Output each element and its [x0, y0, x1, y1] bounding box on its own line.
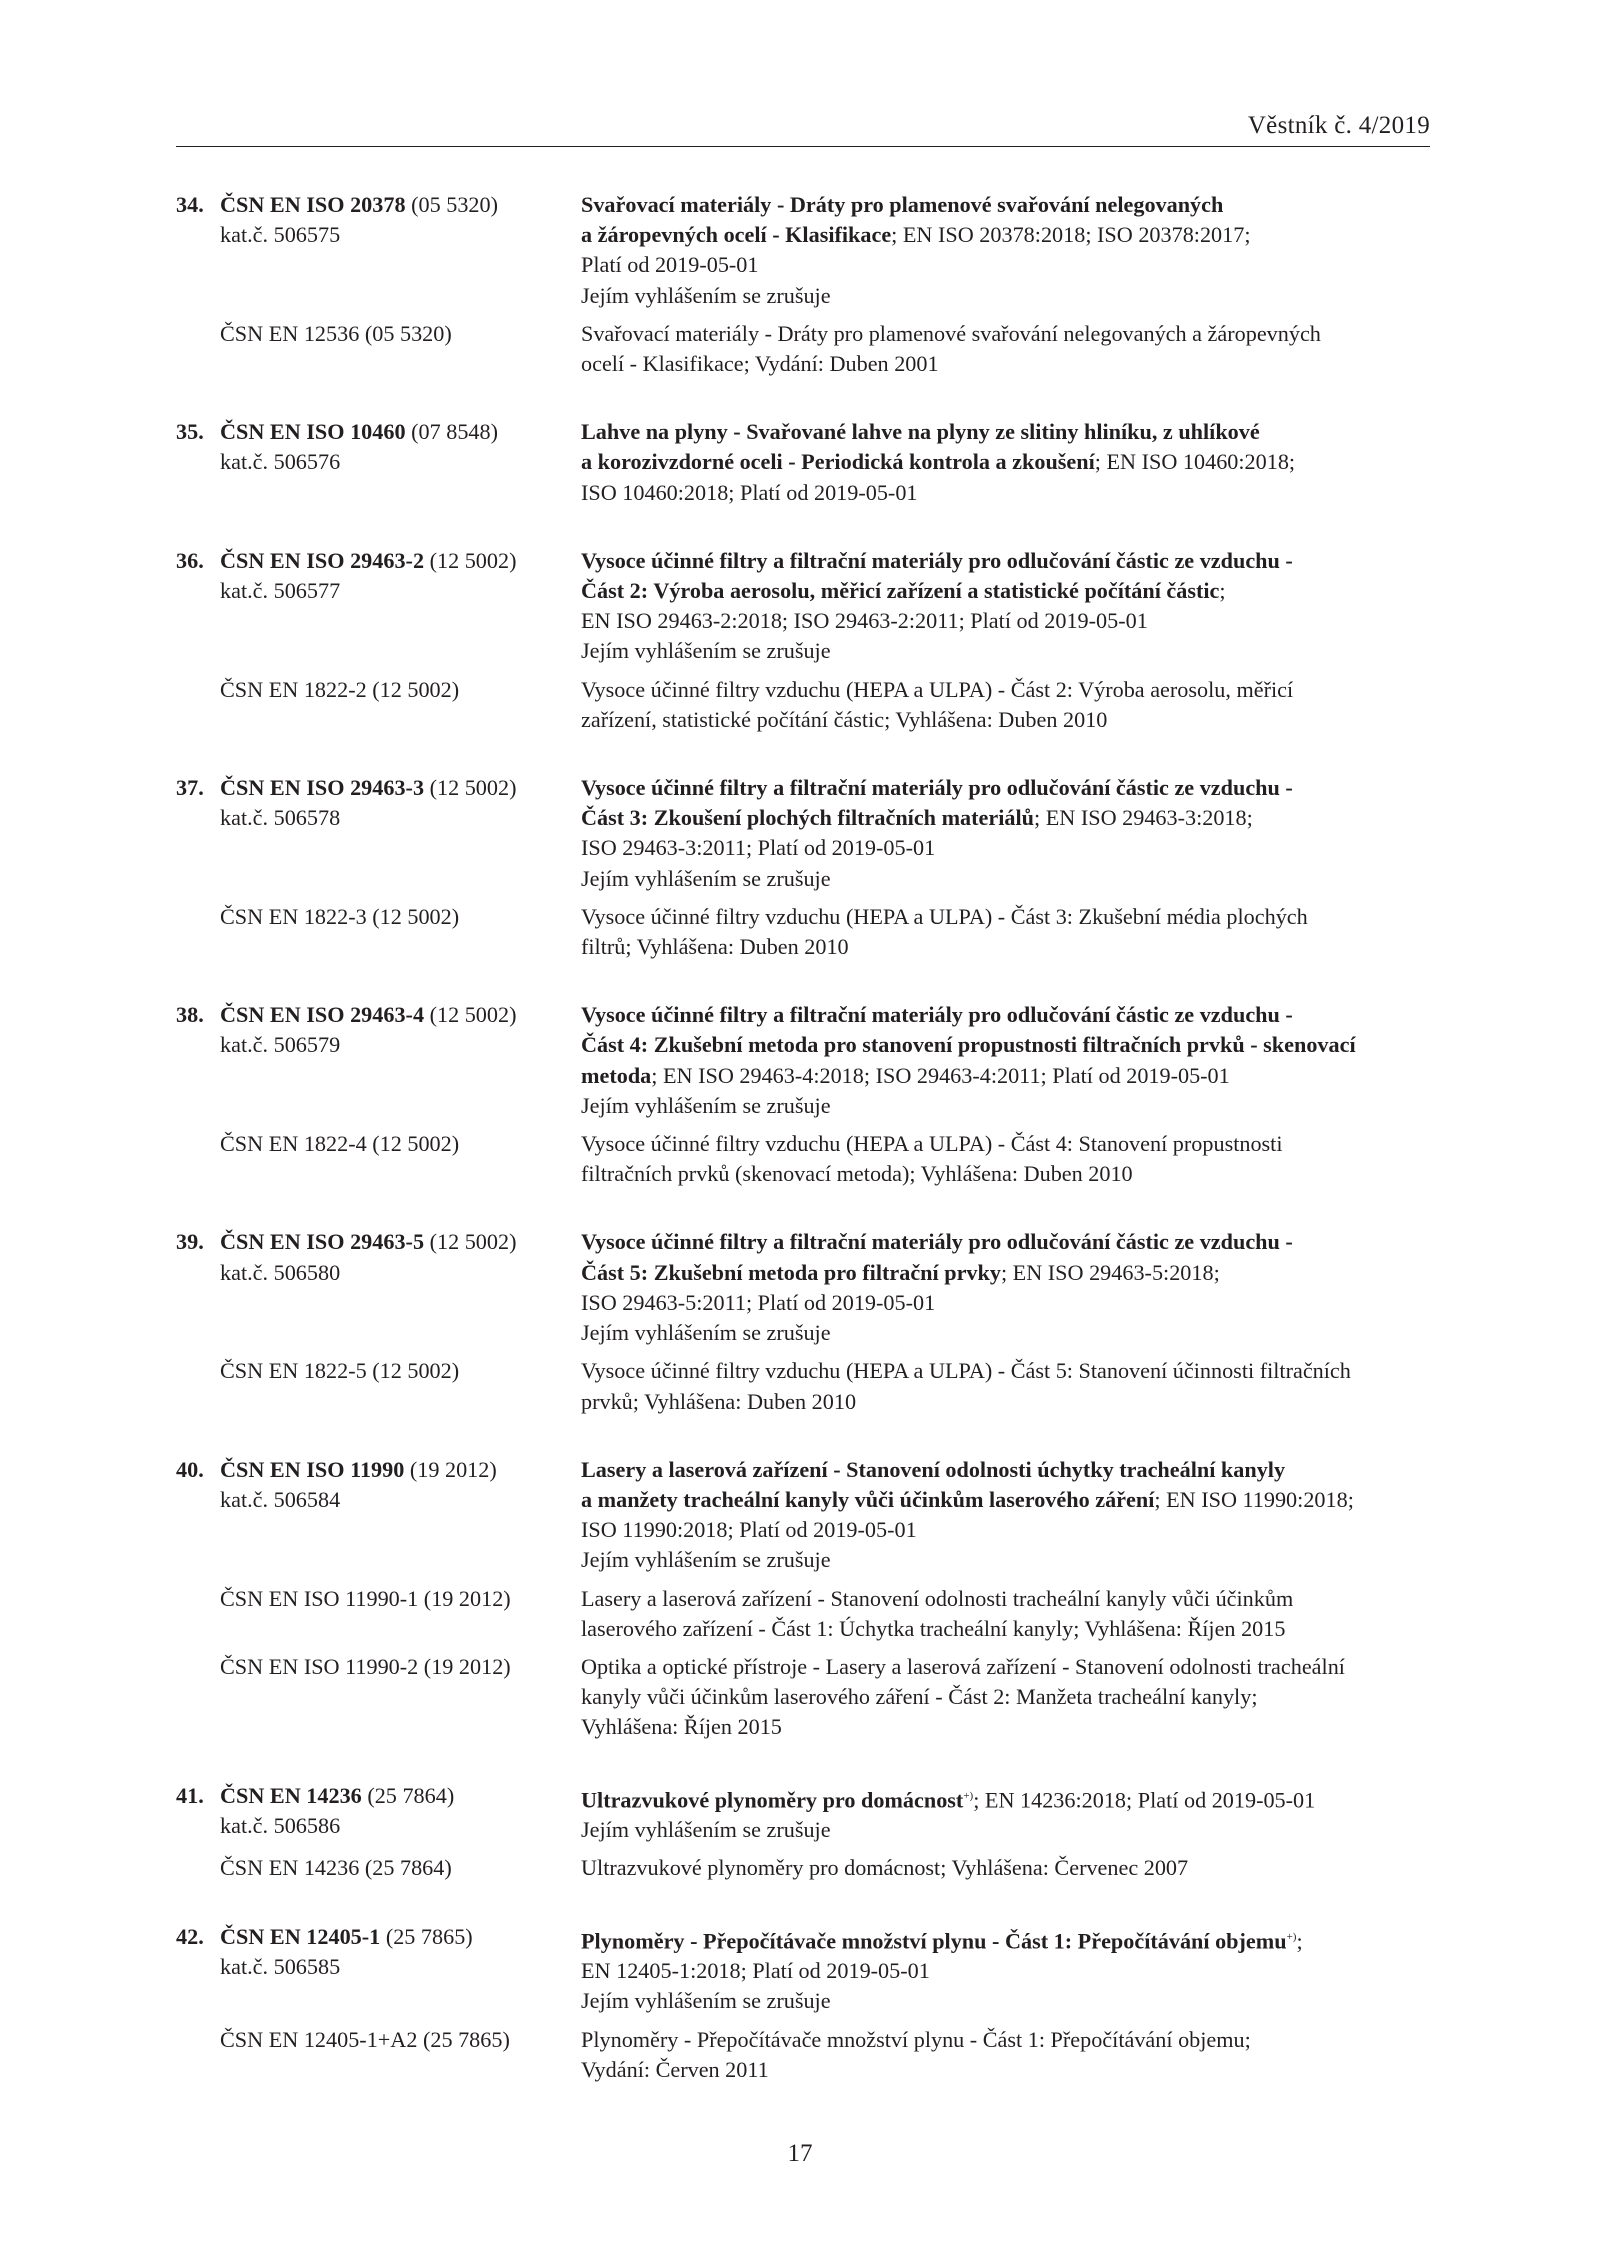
- title-line: [581, 1061, 1436, 1091]
- standard-entry: [176, 1922, 1436, 2085]
- replaced-standard-line: Ultrazvukové plynoměry pro domácnost; Vyhlášena: Červenec 2007: [581, 1855, 1189, 1881]
- catalog-number: kat.č. 506576: [220, 449, 341, 475]
- replaced-standard-row: [176, 319, 1436, 379]
- title-line: [581, 576, 1436, 606]
- standard-title-text: Část 3: Zkoušení plochých filtračních materiálů: [581, 805, 1034, 831]
- validity-line: ISO 11990:2018; Platí od 2019-05-01: [581, 1517, 917, 1543]
- replaced-standard-line: kanyly vůči účinkům laserového záření - Část 2: Manžeta tracheální kanyly;: [581, 1684, 1258, 1710]
- standard-id-line: [176, 1922, 581, 1952]
- replaced-standard-code: ČSN EN 1822-3 (12 5002): [220, 903, 460, 929]
- title-line: [581, 773, 1436, 803]
- standard-code: ČSN EN ISO 29463-2: [220, 547, 425, 573]
- replaced-standard-line: Vysoce účinné filtry vzduchu (HEPA a ULPA) - Část 2: Výroba aerosolu, měřicí: [581, 676, 1294, 702]
- standard-id-block: [176, 417, 581, 508]
- replaced-standard-id: [176, 319, 581, 379]
- entry-number: 42.: [176, 1923, 204, 1949]
- replaced-standard-row: [176, 2025, 1436, 2085]
- standard-description: [581, 417, 1436, 508]
- replaced-standard-row: [176, 1356, 1436, 1416]
- catalog-number: kat.č. 506578: [220, 805, 341, 831]
- standards-list: [176, 190, 1436, 2123]
- replaced-standard-description: [581, 675, 1436, 735]
- standard-code: ČSN EN ISO 11990: [220, 1456, 405, 1482]
- title-line: [581, 190, 1436, 220]
- replaced-standard-line: Vysoce účinné filtry vzduchu (HEPA a ULPA) - Část 4: Stanovení propustnosti: [581, 1131, 1283, 1157]
- replaced-standard-line: Vysoce účinné filtry vzduchu (HEPA a ULPA) - Část 5: Stanovení účinnosti filtračních: [581, 1358, 1351, 1384]
- validity-line: Jejím vyhlášením se zrušuje: [581, 1547, 831, 1573]
- bulletin-title: Věstník č. 4/2019: [1247, 112, 1430, 139]
- catalog-number: kat.č. 506585: [220, 1953, 341, 1979]
- standard-details: ; EN ISO 29463-5:2018;: [1000, 1259, 1220, 1285]
- replaced-standard-id: [176, 1584, 581, 1644]
- standard-id-block: [176, 546, 581, 667]
- catalog-number: kat.č. 506575: [220, 222, 341, 248]
- validity-line: Platí od 2019-05-01: [581, 252, 759, 278]
- replaced-standard-row: [176, 1129, 1436, 1189]
- validity-line: Jejím vyhlášením se zrušuje: [581, 1320, 831, 1346]
- standard-code: ČSN EN ISO 10460: [220, 419, 406, 445]
- entry-number: 35.: [176, 419, 204, 445]
- standard-id-block: [176, 1922, 581, 2017]
- standard-title-text: Část 4: Zkušební metoda pro stanovení propustnosti filtračních prvků - skenovací: [581, 1032, 1356, 1058]
- standard-main-row: [176, 1781, 1436, 1846]
- standard-title-text: Lahve na plyny - Svařované lahve na plyny ze slitiny hliníku, z uhlíkové: [581, 419, 1260, 445]
- page-number: 17: [787, 2140, 813, 2167]
- validity-line: ISO 29463-3:2011; Platí od 2019-05-01: [581, 835, 936, 861]
- standard-description: [581, 1000, 1436, 1121]
- title-line: [581, 1000, 1436, 1030]
- title-line: [581, 447, 1436, 477]
- replaced-standard-id: [176, 675, 581, 735]
- standard-main-row: [176, 190, 1436, 311]
- standard-id-line: [176, 773, 581, 803]
- replaced-standard-description: [581, 1652, 1436, 1743]
- replaced-standard-description: [581, 319, 1436, 379]
- title-line: [581, 1781, 1436, 1816]
- replaced-standard-id: [176, 2025, 581, 2085]
- replaced-standard-line: filtračních prvků (skenovací metoda); Vyhlášena: Duben 2010: [581, 1161, 1133, 1187]
- replaced-standard-id: [176, 902, 581, 962]
- entry-number: 37.: [176, 775, 204, 801]
- standard-title-text: Vysoce účinné filtry a filtrační materiály pro odlučování částic ze vzduchu -: [581, 1002, 1293, 1028]
- standard-details: ; EN ISO 20378:2018; ISO 20378:2017;: [891, 222, 1251, 248]
- validity-line: Jejím vyhlášením se zrušuje: [581, 282, 831, 308]
- standard-title-text: a žáropevných ocelí - Klasifikace: [581, 222, 892, 248]
- standard-id-line: [176, 190, 581, 220]
- replaced-standard-code: ČSN EN 1822-5 (12 5002): [220, 1358, 460, 1384]
- standard-main-row: [176, 546, 1436, 667]
- replaced-standard-description: [581, 902, 1436, 962]
- entry-number: 34.: [176, 192, 204, 217]
- standard-id-block: [176, 1781, 581, 1846]
- standard-title-text: metoda: [581, 1062, 652, 1088]
- standard-main-row: [176, 417, 1436, 508]
- replaced-standard-code: ČSN EN 1822-2 (12 5002): [220, 676, 460, 702]
- catalog-number: kat.č. 506577: [220, 578, 341, 604]
- replaced-standard-line: Vydání: Červen 2011: [581, 2056, 769, 2082]
- standard-details: ;: [1296, 1927, 1303, 1953]
- replaced-standard-line: Optika a optické přístroje - Lasery a laserová zařízení - Stanovení odolnosti tracheální: [581, 1653, 1345, 1679]
- standard-details: ; EN ISO 10460:2018;: [1094, 449, 1296, 475]
- replaced-standard-row: [176, 1584, 1436, 1644]
- standard-code: ČSN EN 14236: [220, 1782, 362, 1808]
- validity-line: EN 12405-1:2018; Platí od 2019-05-01: [581, 1958, 930, 1984]
- title-line: [581, 1258, 1436, 1288]
- classification-code: (12 5002): [424, 1002, 517, 1028]
- standard-title-text: Ultrazvukové plynoměry pro domácnost: [581, 1786, 964, 1812]
- replaced-standard-line: Vyhlášena: Říjen 2015: [581, 1714, 782, 1740]
- replaced-standard-code: ČSN EN 12536 (05 5320): [220, 320, 452, 346]
- replaced-standard-description: [581, 2025, 1436, 2085]
- page-header: [176, 112, 1430, 147]
- standard-details: ; EN 14236:2018; Platí od 2019-05-01: [973, 1786, 1316, 1812]
- replaced-standard-line: zařízení, statistické počítání částic; Vyhlášena: Duben 2010: [581, 706, 1108, 732]
- standard-description: [581, 1227, 1436, 1348]
- replaced-standard-line: Lasery a laserová zařízení - Stanovení odolnosti tracheální kanyly vůči účinkům: [581, 1585, 1294, 1611]
- title-line: [581, 1030, 1436, 1060]
- validity-line: Jejím vyhlášením se zrušuje: [581, 1092, 831, 1118]
- standard-entry: [176, 1000, 1436, 1189]
- replaced-standard-line: Vysoce účinné filtry vzduchu (HEPA a ULPA) - Část 3: Zkušební média plochých: [581, 903, 1308, 929]
- replaced-standard-code: ČSN EN 1822-4 (12 5002): [220, 1131, 460, 1157]
- standard-main-row: [176, 1227, 1436, 1348]
- classification-code: (05 5320): [405, 192, 498, 217]
- validity-line: Jejím vyhlášením se zrušuje: [581, 1988, 831, 2014]
- standard-entry: [176, 546, 1436, 735]
- replaced-standard-line: filtrů; Vyhlášena: Duben 2010: [581, 934, 849, 960]
- classification-code: (12 5002): [424, 1229, 517, 1255]
- standard-entry: [176, 1455, 1436, 1743]
- entry-number: 40.: [176, 1456, 204, 1482]
- standard-description: [581, 1455, 1436, 1576]
- replaced-standard-id: [176, 1652, 581, 1743]
- title-line: [581, 220, 1436, 250]
- footnote-mark: +): [1286, 1930, 1297, 1943]
- standard-id-line: [176, 1227, 581, 1257]
- validity-line: Jejím vyhlášením se zrušuje: [581, 638, 831, 664]
- standard-title-text: a korozivzdorné oceli - Periodická kontrola a zkoušení: [581, 449, 1095, 475]
- replaced-standard-description: [581, 1356, 1436, 1416]
- standard-details: ; EN ISO 11990:2018;: [1154, 1486, 1354, 1512]
- standard-description: [581, 1922, 1436, 2017]
- replaced-standard-row: [176, 675, 1436, 735]
- classification-code: (12 5002): [424, 547, 517, 573]
- replaced-standard-description: [581, 1129, 1436, 1189]
- standard-id-line: [176, 417, 581, 447]
- replaced-standard-id: [176, 1853, 581, 1883]
- standard-title-text: Vysoce účinné filtry a filtrační materiály pro odlučování částic ze vzduchu -: [581, 547, 1293, 573]
- standard-title-text: Část 2: Výroba aerosolu, měřicí zařízení a statistické počítání částic: [581, 578, 1220, 604]
- standard-id-block: [176, 1000, 581, 1121]
- replaced-standard-row: [176, 1652, 1436, 1743]
- title-line: [581, 1455, 1436, 1485]
- standard-description: [581, 1781, 1436, 1846]
- catalog-number: kat.č. 506580: [220, 1259, 341, 1285]
- standard-id-block: [176, 190, 581, 311]
- validity-line: Jejím vyhlášením se zrušuje: [581, 865, 831, 891]
- classification-code: (07 8548): [405, 419, 498, 445]
- replaced-standard-code: ČSN EN 14236 (25 7864): [220, 1855, 452, 1881]
- standard-id-line: [176, 546, 581, 576]
- replaced-standard-row: [176, 1853, 1436, 1883]
- entry-number: 36.: [176, 547, 204, 573]
- standard-title-text: Lasery a laserová zařízení - Stanovení odolnosti úchytky tracheální kanyly: [581, 1456, 1286, 1482]
- standard-description: [581, 190, 1436, 311]
- standard-code: ČSN EN ISO 29463-4: [220, 1002, 425, 1028]
- standard-id-line: [176, 1781, 581, 1811]
- catalog-number: kat.č. 506584: [220, 1486, 341, 1512]
- standard-code: ČSN EN ISO 29463-3: [220, 775, 425, 801]
- standard-entry: [176, 417, 1436, 508]
- standard-entry: [176, 190, 1436, 379]
- replaced-standard-line: Plynoměry - Přepočítávače množství plynu - Část 1: Přepočítávání objemu;: [581, 2026, 1251, 2052]
- replaced-standard-line: prvků; Vyhlášena: Duben 2010: [581, 1388, 857, 1414]
- standard-details: ; EN ISO 29463-4:2018; ISO 29463-4:2011; Platí od 2019-05-01: [651, 1062, 1230, 1088]
- classification-code: (12 5002): [424, 775, 517, 801]
- classification-code: (25 7864): [361, 1782, 455, 1808]
- standard-main-row: [176, 773, 1436, 894]
- standard-id-line: [176, 1455, 581, 1485]
- replaced-standard-line: ocelí - Klasifikace; Vydání: Duben 2001: [581, 351, 939, 377]
- title-line: [581, 803, 1436, 833]
- title-line: [581, 417, 1436, 447]
- title-line: [581, 546, 1436, 576]
- standard-title-text: Vysoce účinné filtry a filtrační materiály pro odlučování částic ze vzduchu -: [581, 1229, 1293, 1255]
- standard-title-text: Část 5: Zkušební metoda pro filtrační prvky: [581, 1259, 1001, 1285]
- standard-id-block: [176, 1455, 581, 1576]
- replaced-standard-description: [581, 1853, 1436, 1883]
- replaced-standard-description: [581, 1584, 1436, 1644]
- replaced-standard-id: [176, 1356, 581, 1416]
- footnote-mark: +): [963, 1789, 974, 1802]
- standard-title-text: Vysoce účinné filtry a filtrační materiály pro odlučování částic ze vzduchu -: [581, 775, 1293, 801]
- classification-code: (19 2012): [404, 1456, 497, 1482]
- entry-number: 38.: [176, 1002, 204, 1028]
- standard-id-block: [176, 1227, 581, 1348]
- replaced-standard-id: [176, 1129, 581, 1189]
- validity-line: Jejím vyhlášením se zrušuje: [581, 1817, 831, 1843]
- standard-title-text: a manžety tracheální kanyly vůči účinkům laserového záření: [581, 1486, 1155, 1512]
- standard-main-row: [176, 1455, 1436, 1576]
- standard-entry: [176, 1227, 1436, 1416]
- standard-code: ČSN EN 12405-1: [220, 1923, 381, 1949]
- entry-number: 41.: [176, 1782, 204, 1808]
- title-line: [581, 1227, 1436, 1257]
- validity-line: ISO 29463-5:2011; Platí od 2019-05-01: [581, 1289, 936, 1315]
- standard-description: [581, 546, 1436, 667]
- catalog-number: kat.č. 506579: [220, 1032, 341, 1058]
- replaced-standard-line: laserového zařízení - Část 1: Úchytka tracheální kanyly; Vyhlášena: Říjen 2015: [581, 1615, 1286, 1641]
- standard-title-text: Svařovací materiály - Dráty pro plamenové svařování nelegovaných: [581, 192, 1224, 217]
- title-line: [581, 1922, 1436, 1957]
- standard-id-line: [176, 1000, 581, 1030]
- standard-description: [581, 773, 1436, 894]
- standard-title-text: Plynoměry - Přepočítávače množství plynu - Část 1: Přepočítávání objemu: [581, 1927, 1287, 1953]
- replaced-standard-code: ČSN EN ISO 11990-1 (19 2012): [220, 1585, 511, 1611]
- standard-details: ;: [1219, 578, 1226, 604]
- entry-number: 39.: [176, 1229, 204, 1255]
- standard-entry: [176, 773, 1436, 962]
- title-line: [581, 1485, 1436, 1515]
- classification-code: (25 7865): [380, 1923, 473, 1949]
- catalog-number: kat.č. 506586: [220, 1812, 341, 1838]
- replaced-standard-row: [176, 902, 1436, 962]
- standard-main-row: [176, 1922, 1436, 2017]
- replaced-standard-code: ČSN EN ISO 11990-2 (19 2012): [220, 1653, 511, 1679]
- standard-details: ; EN ISO 29463-3:2018;: [1034, 805, 1253, 831]
- standard-code: ČSN EN ISO 20378: [220, 192, 406, 217]
- validity-line: ISO 10460:2018; Platí od 2019-05-01: [581, 479, 918, 505]
- standard-entry: [176, 1781, 1436, 1884]
- replaced-standard-line: Svařovací materiály - Dráty pro plamenové svařování nelegovaných a žáropevných: [581, 320, 1321, 346]
- validity-line: EN ISO 29463-2:2018; ISO 29463-2:2011; Platí od 2019-05-01: [581, 608, 1148, 634]
- replaced-standard-code: ČSN EN 12405-1+A2 (25 7865): [220, 2026, 510, 2052]
- standard-id-block: [176, 773, 581, 894]
- standard-main-row: [176, 1000, 1436, 1121]
- standard-code: ČSN EN ISO 29463-5: [220, 1229, 425, 1255]
